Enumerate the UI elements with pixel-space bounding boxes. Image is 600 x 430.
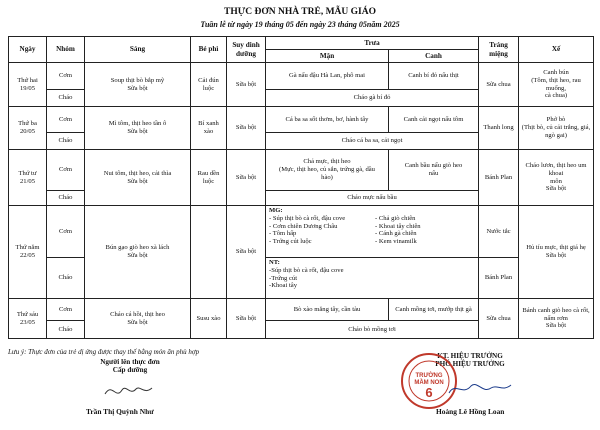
table-row [9, 63, 594, 90]
svg-text:6: 6 [425, 385, 433, 400]
principal-signature-mark [445, 378, 515, 400]
svg-text:MẦM NON: MẦM NON [414, 380, 444, 386]
day-cell: Thứ sáu 23/05 [9, 299, 47, 339]
lunch-chao-cell: Cháo cá ba sa, cải ngọt [266, 133, 479, 150]
group-chao: Cháo [47, 258, 85, 299]
mg-item: - Chả giò chiên [375, 214, 416, 222]
dessert-cell: Sữa chua [479, 299, 519, 339]
day-cell: Thứ ba 20/05 [9, 107, 47, 150]
dessert-cell: Nước tắc [479, 206, 519, 258]
mg-item: - Cánh gà chiên [375, 230, 417, 238]
mg-label: MG: [269, 207, 283, 214]
dessert-cell: Sữa chua [479, 63, 519, 107]
author-title-2: Cấp dưỡng [112, 366, 148, 374]
svg-text:TRƯỜNG: TRƯỜNG [415, 373, 443, 379]
breakfast-cell: Cháo cá hồi, thịt heo Sữa bột [85, 299, 191, 339]
col-nutrition: Suy dinh dưỡng [227, 37, 266, 63]
dessert-cell: Bánh Plan [479, 150, 519, 206]
snack-cell: Rau dền luộc [191, 150, 227, 206]
col-dessert: Tráng miệng [479, 37, 519, 63]
lunch-chao-cell: Cháo bò mồng tơi [266, 321, 479, 339]
nutrition-cell: Sữa bột [227, 63, 266, 107]
mg-item: - Tôm hấp [269, 230, 297, 238]
snack-cell: Bí xanh xào [191, 107, 227, 150]
dessert-cell: Thanh long [479, 107, 519, 150]
mg-item: - Súp thịt bò cà rốt, đậu cove [269, 214, 346, 222]
breakfast-cell: Nui tôm, thịt heo, cải thìa Sữa bột [85, 150, 191, 206]
mg-item: - Kem vinamilk [375, 238, 417, 246]
nt-label: NT: [269, 259, 280, 266]
group-com: Cơm [47, 150, 85, 191]
col-lunch: Trưa [266, 37, 479, 50]
lunch-chao-cell: Cháo mực nấu bầu [266, 191, 479, 206]
mg-item: - Cơm chiên Dương Châu [269, 222, 338, 230]
breakfast-cell: Bún gạo giò heo xà lách Sữa bột [85, 206, 191, 299]
table-row [9, 299, 594, 321]
col-milk-snack: Bé phì [191, 37, 227, 63]
group-chao: Cháo [47, 133, 85, 150]
nt-item: -Trứng cút [269, 274, 298, 282]
day-cell: Thứ hai 19/05 [9, 63, 47, 107]
col-group: Nhóm [47, 37, 85, 63]
savory-cell: Gà nấu đậu Hà Lan, phô mai [266, 63, 389, 90]
author-signature-mark [100, 380, 160, 402]
afternoon-cell: Phở bò (Thịt bò, củ cải trắng, giá, ngò gai) [519, 107, 594, 150]
snack-cell [191, 206, 227, 299]
group-chao: Cháo [47, 321, 85, 339]
mg-item: - Khoai tây chiên [375, 222, 421, 230]
group-chao: Cháo [47, 191, 85, 206]
soup-cell: Canh bí đỏ nấu thịt [389, 63, 479, 90]
col-afternoon: Xế [519, 37, 594, 63]
breakfast-cell: Soup thịt bò bắp mỹ Sữa bột [85, 63, 191, 107]
snack-cell: Susu xào [191, 299, 227, 339]
table-row [9, 107, 594, 133]
breakfast-cell: Mì tôm, thịt heo tần ô Sữa bột [85, 107, 191, 150]
soup-cell: Canh cải ngọt nấu tôm [389, 107, 479, 133]
nutrition-cell: Sữa bột [227, 206, 266, 299]
soup-cell: Canh mồng tơi, mướp thịt gà [389, 299, 479, 321]
day-cell: Thứ tư 21/05 [9, 150, 47, 206]
soup-cell: Canh bầu nấu giò heo nấu [389, 150, 479, 191]
mg-menu-cell [266, 206, 479, 258]
group-com: Cơm [47, 107, 85, 133]
savory-cell: Chả mực, thịt heo (Mực, thịt heo, củ sắn, trứng gà, dầu hào) [266, 150, 389, 191]
nutrition-cell: Sữa bột [227, 150, 266, 206]
principal-name: Hoàng Lê Hồng Loan [436, 407, 505, 416]
author-name: Trần Thị Quỳnh Như [86, 407, 154, 416]
week-subtitle: Tuần lễ từ ngày 19 tháng 05 đến ngày 23 tháng 05năm 2025 [200, 20, 400, 29]
afternoon-cell: Cháo lươn, thịt heo um khoai môn Sữa bột [519, 150, 594, 206]
group-com: Cơm [47, 206, 85, 258]
author-title-1: Người lên thực đơn [100, 358, 160, 366]
afternoon-cell: Bánh canh giò heo cà rốt, nấm rơm Sữa bột [519, 299, 594, 339]
col-savory: Mặn [266, 50, 389, 63]
savory-cell: Bò xào măng tây, cần tàu [266, 299, 389, 321]
nutrition-cell: Sữa bột [227, 107, 266, 150]
group-com: Cơm [47, 299, 85, 321]
col-breakfast: Sáng [85, 37, 191, 63]
menu-table [8, 36, 594, 339]
nt-item: -Súp thịt bò cà rốt, đậu cove [269, 266, 344, 274]
nt-item: -Khoai tây [269, 282, 298, 290]
col-soup: Canh [389, 50, 479, 63]
day-cell: Thứ năm 22/05 [9, 206, 47, 299]
savory-cell: Cá ba sa sốt thơm, bơ, hành tây [266, 107, 389, 133]
principal-title-1: KT. HIỆU TRƯỞNG [437, 352, 503, 360]
group-com: Cơm [47, 63, 85, 90]
afternoon-cell: Canh bún (Tôm, thịt heo, rau muống, cà chua) [519, 63, 594, 107]
page-title: THỰC ĐƠN NHÀ TRẺ, MẪU GIÁO [223, 7, 376, 17]
mg-item: - Trứng cút luộc [269, 238, 312, 246]
menu-author-signature [70, 358, 190, 404]
group-chao: Cháo [47, 90, 85, 107]
table-row [9, 150, 594, 191]
dessert-cell: Bánh Plan [479, 258, 519, 299]
principal-title-2: PHÓ HIỆU TRƯỞNG [435, 360, 505, 368]
snack-cell: Cải đún luộc [191, 63, 227, 107]
allergy-note: Lưu ý: Thực đơn của trẻ dị ứng được thay thế bằng món ăn phù hợp [8, 348, 200, 356]
nutrition-cell: Sữa bột [227, 299, 266, 339]
table-row [9, 206, 594, 258]
nt-menu-cell [266, 258, 479, 299]
lunch-chao-cell: Cháo gà bí đỏ [266, 90, 479, 107]
afternoon-cell: Hủ tíu mực, thịt giá hẹ Sữa bột [519, 206, 594, 299]
col-day: Ngày [9, 37, 47, 63]
